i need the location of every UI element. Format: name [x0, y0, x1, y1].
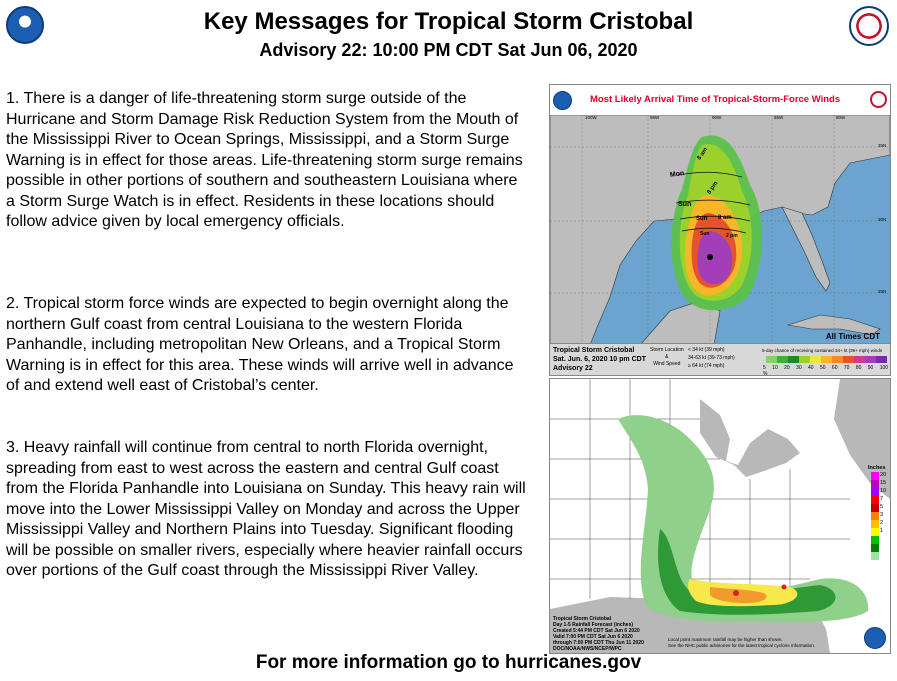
probability-color-scale [766, 356, 887, 363]
storm-info: Tropical Storm Cristobal Sat. Jun. 6, 2020 10 pm CDT Advisory 22 [553, 347, 646, 372]
noaa-logo-icon [864, 627, 886, 649]
time-label: Mon [669, 170, 685, 179]
noaa-logo-icon [553, 91, 572, 110]
wind-map-legend [550, 343, 890, 376]
time-label: Sun [696, 216, 708, 222]
probability-swatch [810, 356, 821, 363]
probability-swatch [854, 356, 865, 363]
time-label: 8 am [718, 215, 732, 221]
time-label: Sun [700, 231, 710, 237]
probability-swatch [788, 356, 799, 363]
wind-map-header [550, 85, 890, 115]
rainfall-swatch [871, 544, 879, 552]
rainfall-swatch [871, 520, 879, 528]
lon-label: 85W [774, 115, 784, 120]
rainfall-scale-values: 20 15 10 7 5 3 2 1 [880, 472, 887, 534]
time-label: 8 am [696, 146, 710, 162]
key-message-1: 1. There is a danger of life-threatening storm surge outside of the Hurricane and Storm Damage Risk Reduction System from the Mouth of the Mississippi River to Ocean Springs, Mississippi, and a Storm Surge Warning is in effect for those areas. Life-threatening storm surge remains possible in other portions of southern and southeastern Louisiana where a Storm Surge Watch is in effect. Residents in these locations should follow advice given by local emergency officials. [6, 90, 523, 230]
probability-values: 5 10 20 30 40 50 60 70 80 90 100 % [763, 365, 889, 376]
rainfall-swatch [871, 552, 879, 560]
lon-label: 80W [836, 115, 846, 120]
page-title: Key Messages for Tropical Storm Cristobal [203, 8, 694, 35]
nws-logo-icon [870, 91, 887, 108]
storm-location-legend: Storm Location & Wind Speed [650, 347, 684, 367]
inches-label: Inches [868, 465, 886, 471]
rainfall-swatch [871, 480, 879, 488]
rainfall-swatch [871, 512, 879, 520]
probability-swatch [832, 356, 843, 363]
key-message-2: 2. Tropical storm force winds are expected to begin overnight along the northern Gulf coast from central Louisiana to the western Florida Panhandle, including metropolitan New Orleans, and a Tropical Storm Warning is in effect for this area. These winds will arrive well in advance of and extend well east of Cristobal’s center. [6, 295, 514, 394]
time-label: 8 pm [706, 180, 720, 196]
rainfall-forecast-map [549, 378, 891, 654]
time-label: 2 pm [726, 233, 738, 239]
wind-speed-legend: < 34 kt (39 mph) 34-63 kt (39-73 mph) ≥ 64 kt (74 mph) [688, 347, 735, 369]
probability-swatch [865, 356, 876, 363]
legend-caption: 5-day chance of receiving sustained 34+ kt (39+ mph) winds [762, 348, 883, 353]
probability-swatch [799, 356, 810, 363]
rainfall-swatch [871, 560, 879, 568]
footer-link-text: For more information go to hurricanes.gov [255, 652, 642, 673]
probability-swatch [821, 356, 832, 363]
advisory-subtitle: Advisory 22: 10:00 PM CDT Sat Jun 06, 2020 [259, 40, 638, 60]
rainfall-swatch [871, 472, 879, 480]
lat-label: 30N [878, 217, 887, 222]
all-times-label: All Times CDT [825, 332, 880, 341]
rain-map-caption: Tropical Storm Cristobal Day 1-5 Rainfall Forecast (inches) Created 5:44 PM CDT Sat Jun 6 2020 Valid 7:00 PM CDT Sat Jun 6 2020 through 7:00 PM CDT Thu Jun 11 2020 DOC/NOAA/NWS/NCEP/WPC [553, 616, 644, 652]
probability-swatch [843, 356, 854, 363]
lon-label: 90W [712, 115, 722, 120]
probability-swatch [876, 356, 887, 363]
lon-label: 95W [650, 115, 660, 120]
rainfall-color-scale [871, 472, 879, 568]
rainfall-swatch [871, 528, 879, 536]
wind-arrival-map [549, 84, 891, 376]
rain-map-graphic [550, 379, 890, 653]
key-message-3: 3. Heavy rainfall will continue from central to north Florida overnight, spreading from east to west across the eastern and central Gulf coast from the Florida Panhandle into Louisiana on Sunday. This heavy rain will move into the Lower Mississippi Valley on Monday and across the Upper Mississippi Valley and Northern Plains into Tuesday. Significant flooding will be possible on smaller rivers, especially where heavier rainfall occurs over portions of the Gulf coast through the Mississippi River Valley. [6, 439, 526, 579]
rainfall-swatch [871, 496, 879, 504]
rain-map-note: Local point maximum rainfall may be higher than shown. See the NHC public advisories for the latest tropical cyclone information. [668, 637, 816, 648]
wind-map-title: Most Likely Arrival Time of Tropical-Storm-Force Winds [590, 94, 841, 105]
rainfall-swatch [871, 504, 879, 512]
probability-swatch [777, 356, 788, 363]
time-label: Sun [678, 201, 692, 208]
lon-label: 100W [585, 115, 597, 120]
lat-label: 25N [878, 289, 887, 294]
rainfall-swatch [871, 536, 879, 544]
rainfall-swatch [871, 488, 879, 496]
probability-swatch [766, 356, 777, 363]
lat-label: 35N [878, 143, 887, 148]
wind-map-graphic [550, 115, 890, 345]
